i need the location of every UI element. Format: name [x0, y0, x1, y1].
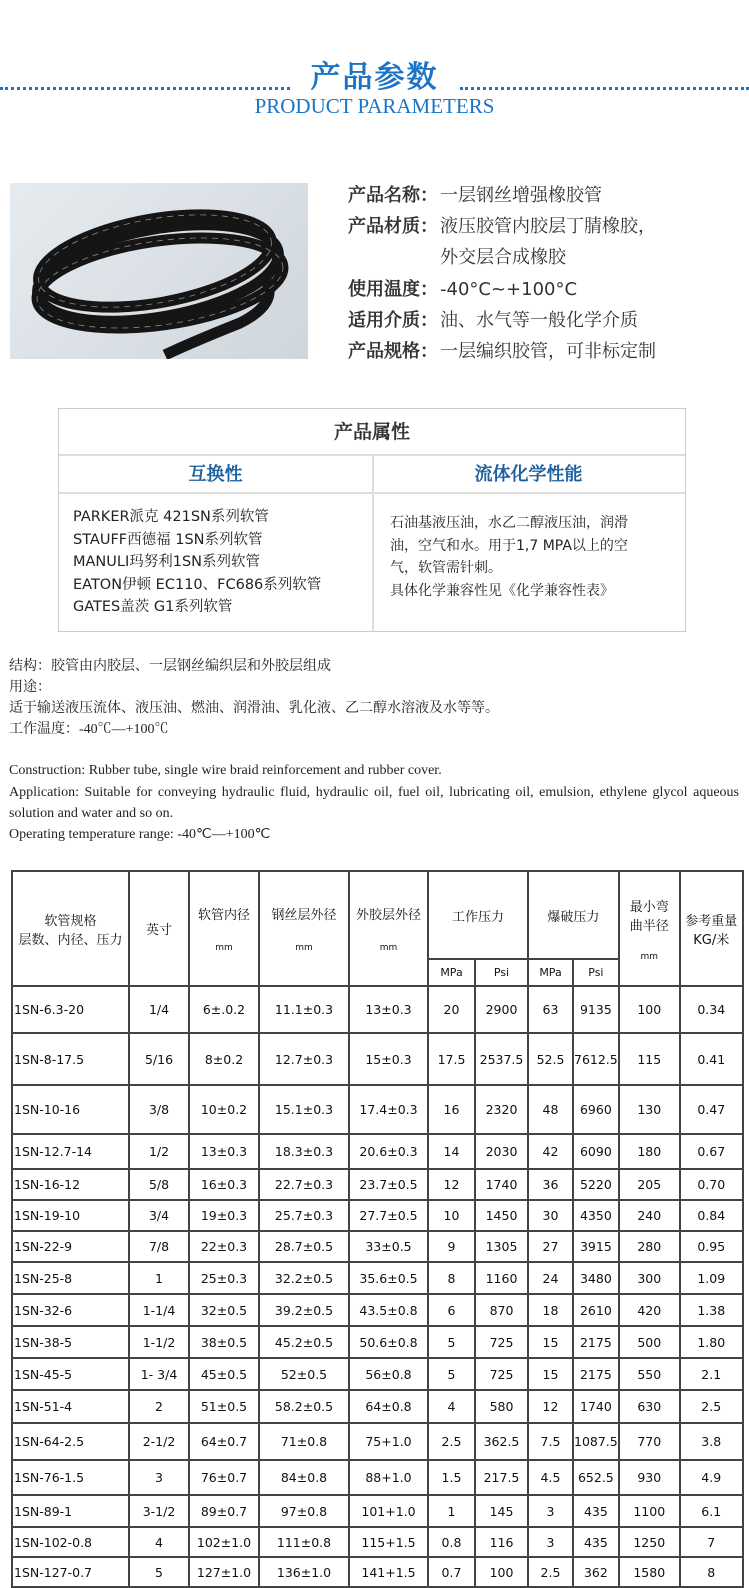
table-cell: 362	[573, 1557, 619, 1587]
header-working-pressure: 工作压力	[428, 871, 528, 959]
table-cell: 3-1/2	[129, 1495, 189, 1527]
table-cell: 1450	[475, 1200, 528, 1231]
table-cell: 18.3±0.3	[259, 1134, 349, 1169]
table-cell: 3	[528, 1527, 573, 1557]
table-cell: 0.47	[680, 1085, 743, 1134]
table-cell: 127±1.0	[189, 1557, 259, 1587]
table-cell: 51±0.5	[189, 1390, 259, 1423]
table-cell: 5	[428, 1326, 475, 1358]
spec-temperature: 使用温度： -40°C~+100°C	[348, 279, 578, 300]
table-cell: 6090	[573, 1134, 619, 1169]
table-cell: 115	[619, 1033, 680, 1085]
table-cell: 13±0.3	[349, 986, 428, 1033]
table-cell: 8	[680, 1557, 743, 1587]
table-cell: 111±0.8	[259, 1527, 349, 1557]
table-cell: 7/8	[129, 1231, 189, 1262]
en-temperature: Operating temperature range: -40℃—+100℃	[9, 827, 271, 842]
table-cell: 1305	[475, 1231, 528, 1262]
table-cell: 4350	[573, 1200, 619, 1231]
table-cell: 63	[528, 986, 573, 1033]
en-application: Application: Suitable for conveying hydraulic fluid, hydraulic oil, fuel oil, lubricating oil, emulsion, ethylene glycol aqueous solution and water and so on.	[9, 785, 739, 821]
table-cell: 1SN-16-12	[12, 1169, 129, 1200]
header-inch: 英寸	[129, 871, 189, 986]
table-row	[12, 1134, 743, 1169]
table-cell: 35.6±0.5	[349, 1262, 428, 1294]
cn-temperature: 工作温度：-40℃—+100℃	[9, 722, 169, 737]
table-cell: 3915	[573, 1231, 619, 1262]
list-item: MANULI玛努利1SN系列软管	[73, 554, 261, 570]
list-item: GATES盖茨 G1系列软管	[73, 599, 233, 615]
interchangeability-header: 互换性	[59, 456, 372, 494]
table-cell: 52±0.5	[259, 1358, 349, 1390]
table-row	[12, 1169, 743, 1200]
table-row	[12, 1085, 743, 1134]
table-row	[12, 1423, 743, 1460]
table-cell: 2.1	[680, 1358, 743, 1390]
cn-usage-label: 用途：	[9, 680, 51, 695]
table-cell: 2-1/2	[129, 1423, 189, 1460]
table-cell: 1SN-10-16	[12, 1085, 129, 1134]
table-cell: 0.41	[680, 1033, 743, 1085]
table-cell: 1- 3/4	[129, 1358, 189, 1390]
list-item: STAUFF西德福 1SN系列软管	[73, 531, 263, 548]
table-cell: 4.9	[680, 1460, 743, 1495]
fluid-compat-header: 流体化学性能	[372, 456, 685, 494]
table-cell: 180	[619, 1134, 680, 1169]
table-cell: 652.5	[573, 1460, 619, 1495]
table-cell: 4	[129, 1527, 189, 1557]
table-row	[12, 1033, 743, 1085]
table-cell: 1.80	[680, 1326, 743, 1358]
table-cell: 580	[475, 1390, 528, 1423]
table-cell: 1SN-51-4	[12, 1390, 129, 1423]
table-cell: 0.7	[428, 1557, 475, 1587]
list-item: EATON伊顿 EC110、FC686系列软管	[73, 576, 322, 593]
table-cell: 3/4	[129, 1200, 189, 1231]
spec-material-cont: 外交层合成橡胶	[440, 247, 566, 268]
table-cell: 20	[428, 986, 475, 1033]
spec-medium: 适用介质： 油、水气等一般化学介质	[348, 310, 638, 331]
table-cell: 725	[475, 1326, 528, 1358]
table-cell: 22.7±0.3	[259, 1169, 349, 1200]
table-cell: 2320	[475, 1085, 528, 1134]
table-cell: 25.7±0.3	[259, 1200, 349, 1231]
table-cell: 100	[475, 1557, 528, 1587]
table-cell: 770	[619, 1423, 680, 1460]
table-cell: 362.5	[475, 1423, 528, 1460]
table-row	[12, 1527, 743, 1557]
table-cell: 1SN-25-8	[12, 1262, 129, 1294]
table-row	[12, 1460, 743, 1495]
header-spec: 软管规格 层数、内径、压力	[12, 871, 129, 986]
table-cell: 7612.5	[573, 1033, 619, 1085]
table-cell: 1087.5	[573, 1423, 619, 1460]
table-cell: 45.2±0.5	[259, 1326, 349, 1358]
cn-construction: 结构：胶管由内胶层、一层钢丝编织层和外胶层组成	[9, 659, 331, 674]
table-cell: 2030	[475, 1134, 528, 1169]
table-cell: 930	[619, 1460, 680, 1495]
table-cell: 71±0.8	[259, 1423, 349, 1460]
header-burst-pressure: 爆破压力	[528, 871, 619, 959]
table-cell: 1SN-45-5	[12, 1358, 129, 1390]
attributes-title: 产品属性	[59, 409, 685, 456]
table-cell: 12	[428, 1169, 475, 1200]
table-cell: 145	[475, 1495, 528, 1527]
table-row	[12, 1262, 743, 1294]
table-cell: 6±.0.2	[189, 986, 259, 1033]
table-cell: 1250	[619, 1527, 680, 1557]
table-cell: 2175	[573, 1326, 619, 1358]
table-row	[12, 1557, 743, 1587]
table-cell: 2.5	[680, 1390, 743, 1423]
table-cell: 42	[528, 1134, 573, 1169]
table-row	[12, 1200, 743, 1231]
table-cell: 0.70	[680, 1169, 743, 1200]
table-cell: 39.2±0.5	[259, 1294, 349, 1326]
table-cell: 38±0.5	[189, 1326, 259, 1358]
table-cell: 3480	[573, 1262, 619, 1294]
table-cell: 300	[619, 1262, 680, 1294]
table-cell: 1.5	[428, 1460, 475, 1495]
header-burst-psi: Psi	[573, 959, 619, 986]
table-cell: 2610	[573, 1294, 619, 1326]
header-wire-od: 钢丝层外径 mm	[259, 871, 349, 986]
table-cell: 1SN-64-2.5	[12, 1423, 129, 1460]
table-cell: 5/16	[129, 1033, 189, 1085]
table-cell: 5	[428, 1358, 475, 1390]
table-cell: 10	[428, 1200, 475, 1231]
table-cell: 1.38	[680, 1294, 743, 1326]
table-cell: 1SN-127-0.7	[12, 1557, 129, 1587]
table-cell: 4.5	[528, 1460, 573, 1495]
table-cell: 17.5	[428, 1033, 475, 1085]
table-cell: 2537.5	[475, 1033, 528, 1085]
table-cell: 15.1±0.3	[259, 1085, 349, 1134]
text-line: 气，软管需针刺。	[390, 560, 502, 576]
header-id: 软管内径 mm	[189, 871, 259, 986]
table-cell: 1160	[475, 1262, 528, 1294]
table-cell: 27.7±0.5	[349, 1200, 428, 1231]
table-cell: 84±0.8	[259, 1460, 349, 1495]
table-cell: 280	[619, 1231, 680, 1262]
spec-specification: 产品规格： 一层编织胶管，可非标定制	[348, 341, 656, 362]
table-cell: 1.09	[680, 1262, 743, 1294]
table-cell: 1580	[619, 1557, 680, 1587]
table-cell: 10±0.2	[189, 1085, 259, 1134]
column-divider	[372, 456, 374, 631]
table-cell: 5220	[573, 1169, 619, 1200]
table-cell: 13±0.3	[189, 1134, 259, 1169]
table-cell: 2900	[475, 986, 528, 1033]
table-row	[12, 1231, 743, 1262]
table-cell: 7.5	[528, 1423, 573, 1460]
table-cell: 16	[428, 1085, 475, 1134]
table-cell: 2.5	[428, 1423, 475, 1460]
table-cell: 1SN-8-17.5	[12, 1033, 129, 1085]
table-cell: 3/8	[129, 1085, 189, 1134]
table-cell: 9135	[573, 986, 619, 1033]
table-cell: 8±0.2	[189, 1033, 259, 1085]
table-cell: 20.6±0.3	[349, 1134, 428, 1169]
table-cell: 3	[528, 1495, 573, 1527]
table-cell: 0.95	[680, 1231, 743, 1262]
table-cell: 25±0.3	[189, 1262, 259, 1294]
table-cell: 11.1±0.3	[259, 986, 349, 1033]
table-row	[12, 1294, 743, 1326]
table-cell: 500	[619, 1326, 680, 1358]
table-cell: 1SN-32-6	[12, 1294, 129, 1326]
table-cell: 22±0.3	[189, 1231, 259, 1262]
table-cell: 43.5±0.8	[349, 1294, 428, 1326]
table-cell: 97±0.8	[259, 1495, 349, 1527]
table-row	[12, 1326, 743, 1358]
table-cell: 89±0.7	[189, 1495, 259, 1527]
divider-left	[0, 87, 290, 90]
header-work-mpa: MPa	[428, 959, 475, 986]
table-cell: 205	[619, 1169, 680, 1200]
table-cell: 1-1/2	[129, 1326, 189, 1358]
table-cell: 12	[528, 1390, 573, 1423]
table-row	[12, 1358, 743, 1390]
table-cell: 7	[680, 1527, 743, 1557]
table-cell: 141+1.5	[349, 1557, 428, 1587]
text-line: 石油基液压油，水乙二醇液压油，润滑	[390, 515, 628, 531]
table-cell: 1740	[475, 1169, 528, 1200]
table-cell: 3	[129, 1460, 189, 1495]
product-image	[10, 183, 308, 359]
table-cell: 16±0.3	[189, 1169, 259, 1200]
table-cell: 420	[619, 1294, 680, 1326]
text-line: 油，空气和水。用于1,7 MPA以上的空	[390, 537, 628, 554]
divider-right	[460, 87, 749, 90]
spec-name: 产品名称： 一层钢丝增强橡胶管	[348, 185, 602, 206]
table-cell: 14	[428, 1134, 475, 1169]
table-cell: 28.7±0.5	[259, 1231, 349, 1262]
table-cell: 52.5	[528, 1033, 573, 1085]
table-cell: 2.5	[528, 1557, 573, 1587]
table-cell: 1SN-89-1	[12, 1495, 129, 1527]
table-row	[12, 1390, 743, 1423]
table-cell: 33±0.5	[349, 1231, 428, 1262]
attributes-table	[58, 408, 686, 632]
table-cell: 1/4	[129, 986, 189, 1033]
table-cell: 17.4±0.3	[349, 1085, 428, 1134]
table-cell: 1SN-22-9	[12, 1231, 129, 1262]
table-cell: 15±0.3	[349, 1033, 428, 1085]
table-cell: 1	[428, 1495, 475, 1527]
table-cell: 48	[528, 1085, 573, 1134]
table-cell: 8	[428, 1262, 475, 1294]
spec-material: 产品材质： 液压胶管内胶层丁腈橡胶，	[348, 216, 656, 237]
table-cell: 27	[528, 1231, 573, 1262]
table-cell: 76±0.7	[189, 1460, 259, 1495]
table-cell: 0.8	[428, 1527, 475, 1557]
table-cell: 64±0.8	[349, 1390, 428, 1423]
header-weight: 参考重量 KG/米	[680, 871, 743, 986]
table-cell: 6960	[573, 1085, 619, 1134]
table-cell: 1740	[573, 1390, 619, 1423]
table-cell: 136±1.0	[259, 1557, 349, 1587]
table-cell: 435	[573, 1527, 619, 1557]
table-cell: 0.84	[680, 1200, 743, 1231]
table-cell: 0.67	[680, 1134, 743, 1169]
table-cell: 1100	[619, 1495, 680, 1527]
table-cell: 1-1/4	[129, 1294, 189, 1326]
list-item: PARKER派克 421SN系列软管	[73, 509, 269, 525]
table-cell: 18	[528, 1294, 573, 1326]
table-cell: 6.1	[680, 1495, 743, 1527]
table-cell: 2	[129, 1390, 189, 1423]
table-cell: 19±0.3	[189, 1200, 259, 1231]
table-cell: 50.6±0.8	[349, 1326, 428, 1358]
interchangeability-list	[73, 506, 321, 619]
table-cell: 24	[528, 1262, 573, 1294]
page-title: 产品参数	[310, 60, 439, 95]
table-cell: 88+1.0	[349, 1460, 428, 1495]
table-cell: 217.5	[475, 1460, 528, 1495]
spec-table	[11, 870, 744, 1588]
header-work-psi: Psi	[475, 959, 528, 986]
table-cell: 9	[428, 1231, 475, 1262]
header-burst-mpa: MPa	[528, 959, 573, 986]
table-cell: 550	[619, 1358, 680, 1390]
table-cell: 58.2±0.5	[259, 1390, 349, 1423]
table-cell: 75+1.0	[349, 1423, 428, 1460]
table-cell: 1SN-12.7-14	[12, 1134, 129, 1169]
table-cell: 32±0.5	[189, 1294, 259, 1326]
table-cell: 1SN-102-0.8	[12, 1527, 129, 1557]
table-cell: 1SN-76-1.5	[12, 1460, 129, 1495]
table-cell: 6	[428, 1294, 475, 1326]
table-cell: 1SN-6.3-20	[12, 986, 129, 1033]
cn-usage: 适于输送液压流体、液压油、燃油、润滑油、乳化液、乙二醇水溶液及水等等。	[9, 701, 499, 716]
table-cell: 64±0.7	[189, 1423, 259, 1460]
table-cell: 100	[619, 986, 680, 1033]
table-cell: 1SN-38-5	[12, 1326, 129, 1358]
table-cell: 45±0.5	[189, 1358, 259, 1390]
table-cell: 4	[428, 1390, 475, 1423]
table-cell: 102±1.0	[189, 1527, 259, 1557]
table-cell: 101+1.0	[349, 1495, 428, 1527]
table-cell: 0.34	[680, 986, 743, 1033]
table-cell: 130	[619, 1085, 680, 1134]
text-line: 具体化学兼容性见《化学兼容性表》	[390, 582, 614, 599]
header-bend-radius: 最小弯 曲半径 mm	[619, 871, 680, 986]
fluid-compat-text	[390, 512, 628, 602]
table-cell: 23.7±0.5	[349, 1169, 428, 1200]
table-cell: 1/2	[129, 1134, 189, 1169]
table-cell: 5/8	[129, 1169, 189, 1200]
table-cell: 116	[475, 1527, 528, 1557]
table-cell: 15	[528, 1326, 573, 1358]
table-cell: 2175	[573, 1358, 619, 1390]
table-cell: 870	[475, 1294, 528, 1326]
table-cell: 240	[619, 1200, 680, 1231]
table-cell: 1SN-19-10	[12, 1200, 129, 1231]
table-cell: 30	[528, 1200, 573, 1231]
table-cell: 630	[619, 1390, 680, 1423]
table-cell: 5	[129, 1557, 189, 1587]
table-cell: 36	[528, 1169, 573, 1200]
page-subtitle: PRODUCT PARAMETERS	[254, 94, 495, 118]
table-cell: 3.8	[680, 1423, 743, 1460]
table-cell: 725	[475, 1358, 528, 1390]
table-cell: 115+1.5	[349, 1527, 428, 1557]
table-cell: 15	[528, 1358, 573, 1390]
en-construction: Construction: Rubber tube, single wire braid reinforcement and rubber cover.	[9, 763, 442, 778]
header-cover-od: 外胶层外径 mm	[349, 871, 428, 986]
table-cell: 435	[573, 1495, 619, 1527]
table-row	[12, 986, 743, 1033]
table-cell: 1	[129, 1262, 189, 1294]
table-cell: 12.7±0.3	[259, 1033, 349, 1085]
table-cell: 32.2±0.5	[259, 1262, 349, 1294]
table-row	[12, 1495, 743, 1527]
table-cell: 56±0.8	[349, 1358, 428, 1390]
